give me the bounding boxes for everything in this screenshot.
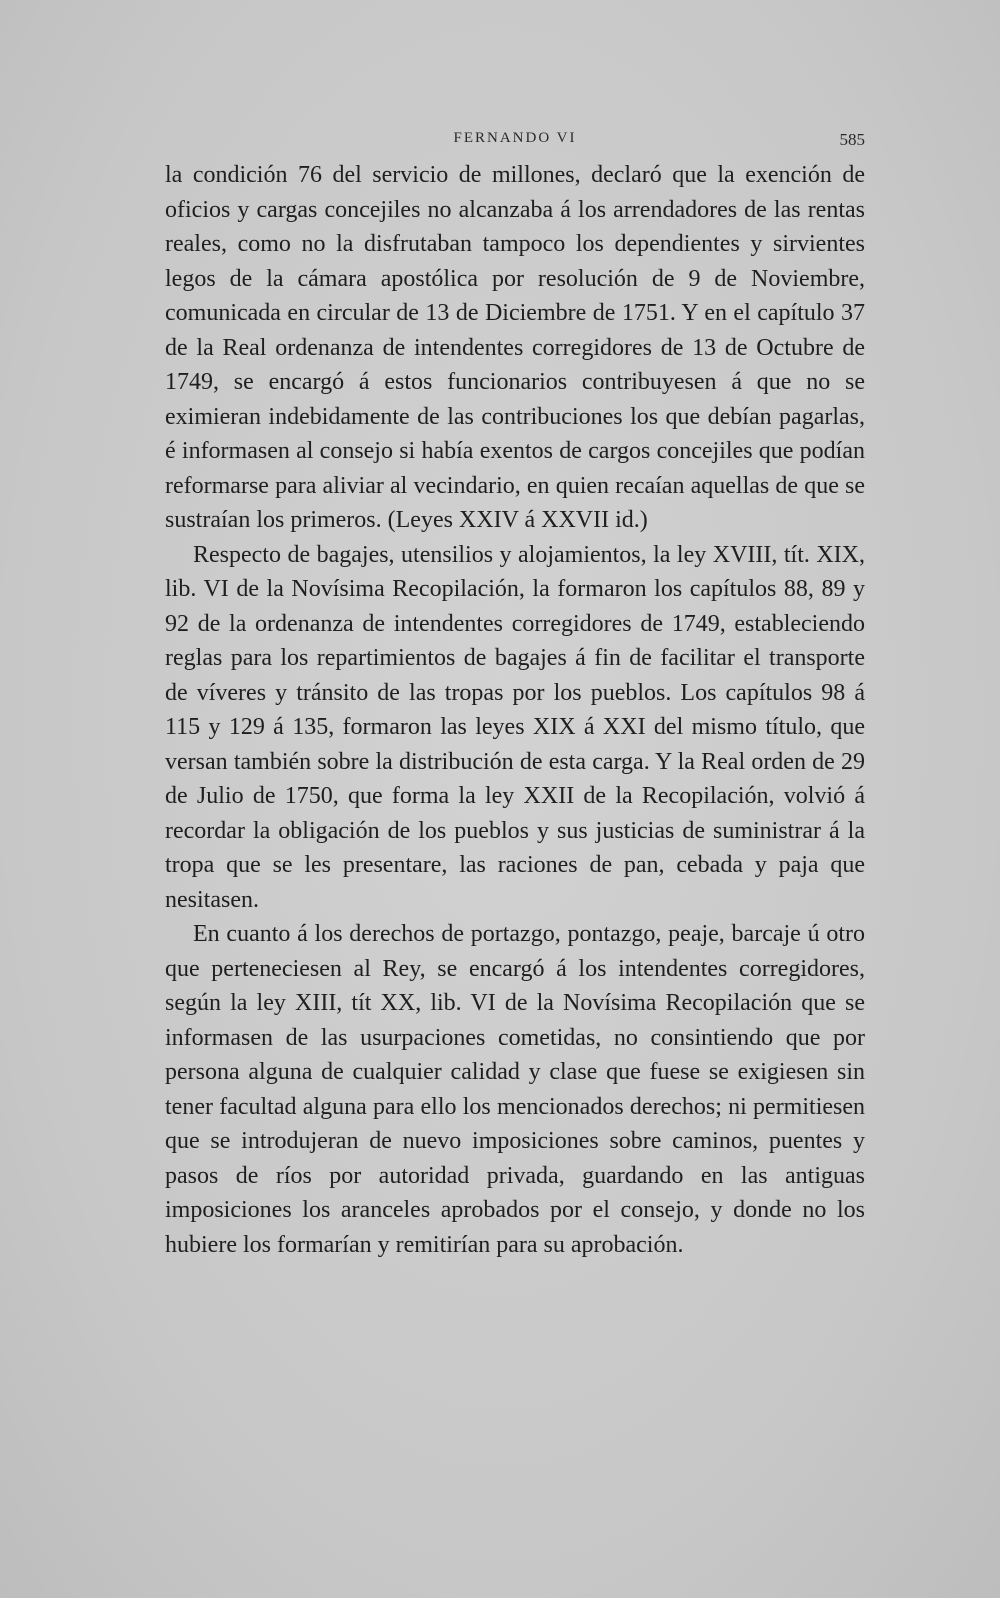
running-head: [165, 130, 865, 154]
paragraph-bagajes: Respecto de bagajes, utensilios y alojamientos, la ley XVIII, tít. XIX, lib. VI de la Novísima Recopilación, la formaron los capítulos 88, 89 y 92 de la ordenanza de intendentes corregidores de 1749, estableciendo reglas para los repartimientos de bagajes á fin de facilitar el transporte de víveres y tránsito de las tropas por los pueblos. Los capítulos 98 á 115 y 129 á 135, formaron las leyes XIX á XXI del mismo título, que versan también sobre la distribución de esta carga. Y la Real orden de 29 de Julio de 1750, que forma la ley XXII de la Recopilación, volvió á recordar la obligación de los pueblos y sus justicias de suministrar á la tropa que se les presentare, las raciones de pan, cebada y paja que nesitasen.: [165, 541, 865, 913]
body-text: [165, 158, 865, 1262]
page-number: 585: [839, 130, 865, 149]
paragraph-exemptions: la condición 76 del servicio de millones, declaró que la exención de oficios y cargas concejiles no alcanzaba á los arrendadores de las rentas reales, como no la disfrutaban tampoco los dependientes y sirvientes legos de la cámara apostólica por resolución de 9 de Noviembre, comunicada en circular de 13 de Diciembre de 1751. Y en el capítulo 37 de la Real ordenanza de intendentes corregidores de 13 de Octubre de 1749, se encargó á estos funcionarios contribuyesen á que no se eximieran indebidamente de las contribuciones los que debían pagarlas, é informasen al consejo si había exentos de cargos concejiles que podían reformarse para aliviar al vecindario, en quien recaían aquellas de que se sustraían los primeros. (Leyes XXIV á XXVII id.): [165, 162, 865, 533]
paragraph-portazgo: En cuanto á los derechos de portazgo, pontazgo, peaje, barcaje ú otro que perteneciesen al Rey, se encargó á los intendentes corregidores, según la ley XIII, tít XX, lib. VI de la Novísima Recopilación que se informasen de las usurpaciones cometidas, no consintiendo que por persona alguna de cualquier calidad y clase que fuese se exigiesen sin tener facultad alguna para ello los mencionados derechos; ni permitiesen que se introdujeran de nuevo imposiciones sobre caminos, puentes y pasos de ríos por autoridad privada, guardando en las antiguas imposiciones los aranceles aprobados por el consejo, y donde no los hubiere los formarían y remitirían para su aprobación.: [165, 921, 865, 1258]
running-title: FERNANDO VI: [453, 130, 577, 146]
